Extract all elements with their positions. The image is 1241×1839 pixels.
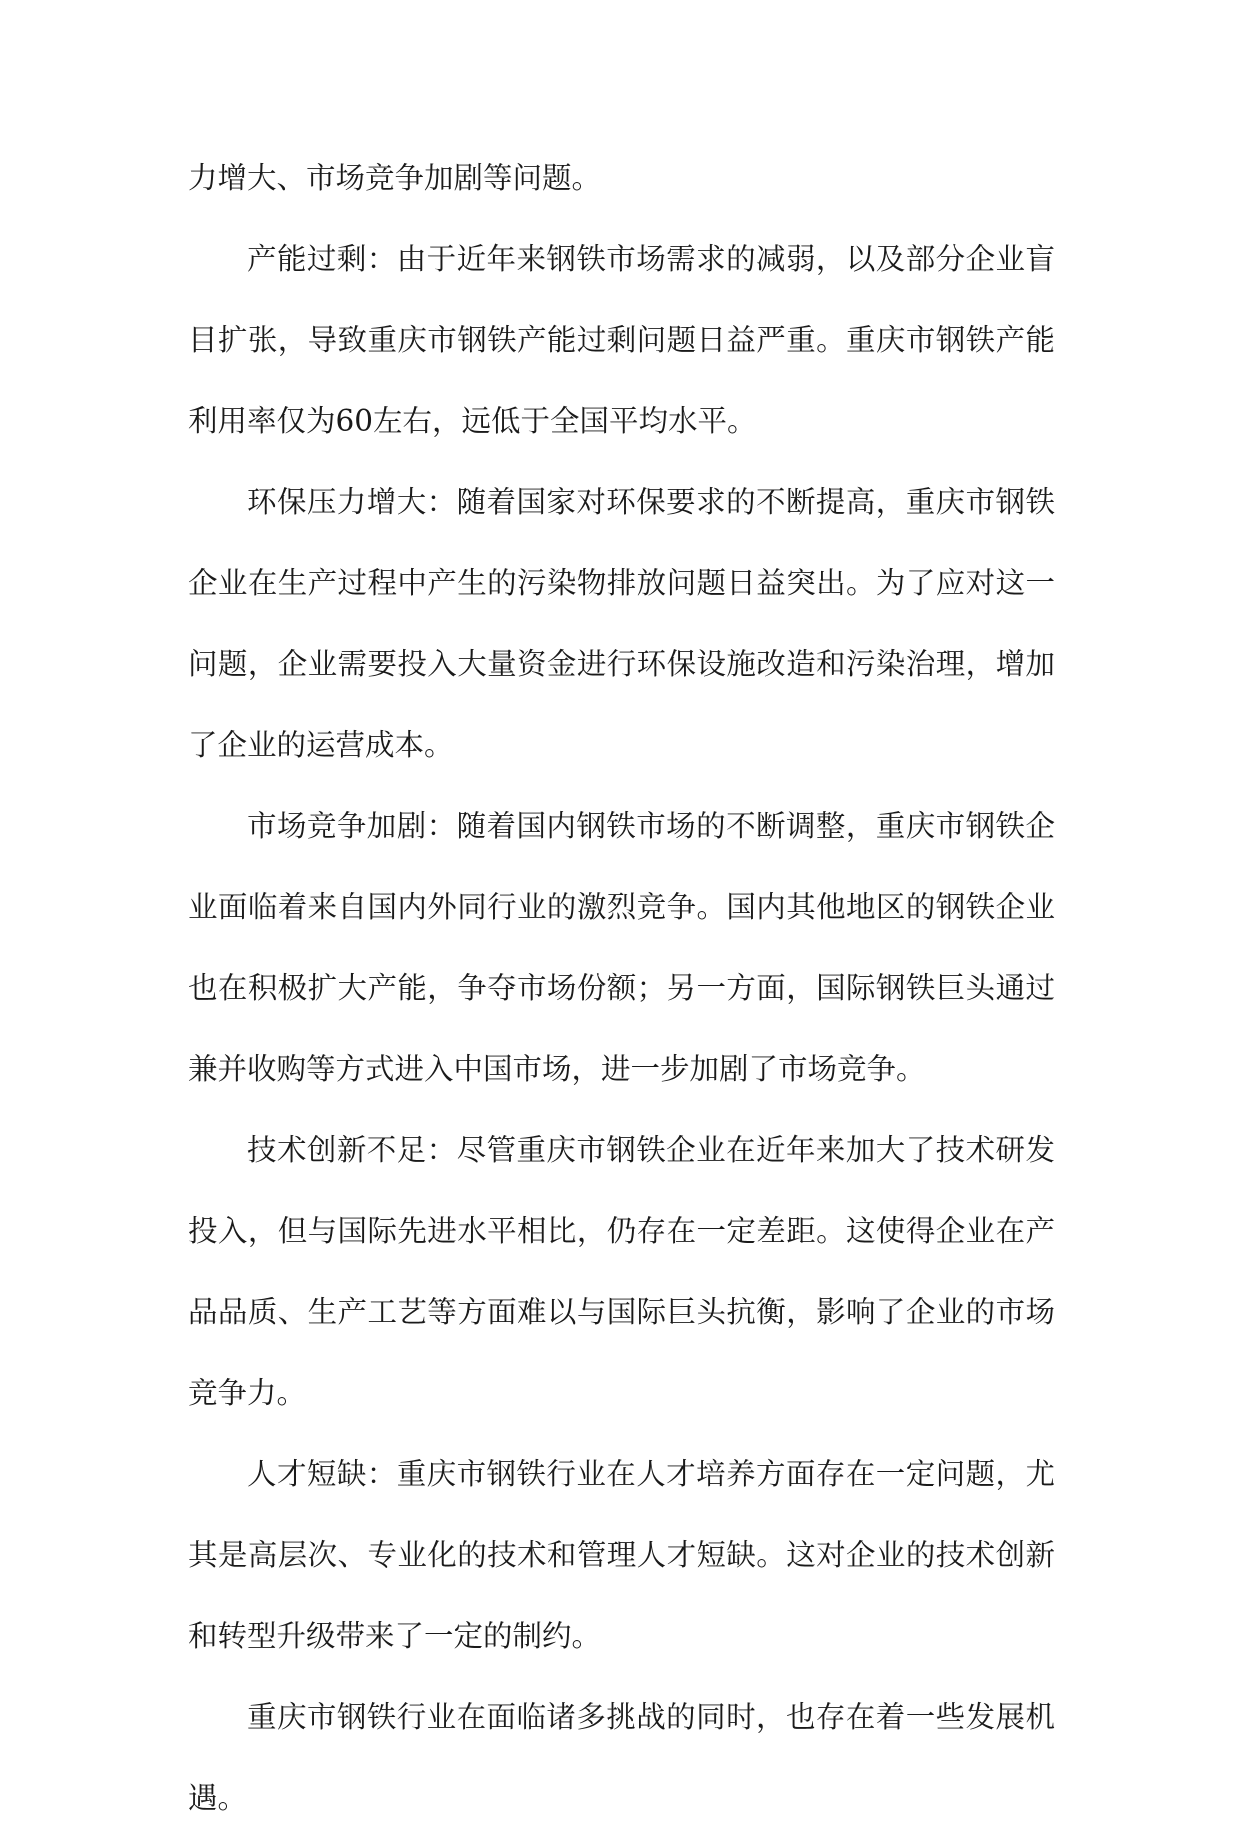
paragraph-talent-shortage: 人才短缺：重庆市钢铁行业在人才培养方面存在一定问题，尤其是高层次、专业化的技术和管理人才短缺。这对企业的技术创新和转型升级带来了一定的制约。 bbox=[188, 1457, 1055, 1653]
paragraph-opportunities: 重庆市钢铁行业在面临诸多挑战的同时，也存在着一些发展机遇。 bbox=[188, 1700, 1055, 1815]
paragraph-market-competition: 市场竞争加剧：随着国内钢铁市场的不断调整，重庆市钢铁企业面临着来自国内外同行业的激烈竞争。国内其他地区的钢铁企业也在积极扩大产能，争夺市场份额；另一方面，国际钢铁巨头通过兼并收购等方式进入中国市场，进一步加剧了市场竞争。 bbox=[188, 809, 1055, 1086]
paragraph-overcapacity: 产能过剩：由于近年来钢铁市场需求的减弱，以及部分企业盲目扩张，导致重庆市钢铁产能过剩问题日益严重。重庆市钢铁产能利用率仅为60左右，远低于全国平均水平。 bbox=[188, 242, 1055, 438]
paragraph-technical-innovation: 技术创新不足：尽管重庆市钢铁企业在近年来加大了技术研发投入，但与国际先进水平相比，仍存在一定差距。这使得企业在产品品质、生产工艺等方面难以与国际巨头抗衡，影响了企业的市场竞争力。 bbox=[188, 1133, 1055, 1410]
document-body bbox=[188, 138, 1055, 1839]
paragraph-environmental-pressure: 环保压力增大：随着国家对环保要求的不断提高，重庆市钢铁企业在生产过程中产生的污染物排放问题日益突出。为了应对这一问题，企业需要投入大量资金进行环保设施改造和污染治理，增加了企业的运营成本。 bbox=[188, 485, 1055, 762]
paragraph-continuation: 力增大、市场竞争加剧等问题。 bbox=[188, 161, 602, 195]
